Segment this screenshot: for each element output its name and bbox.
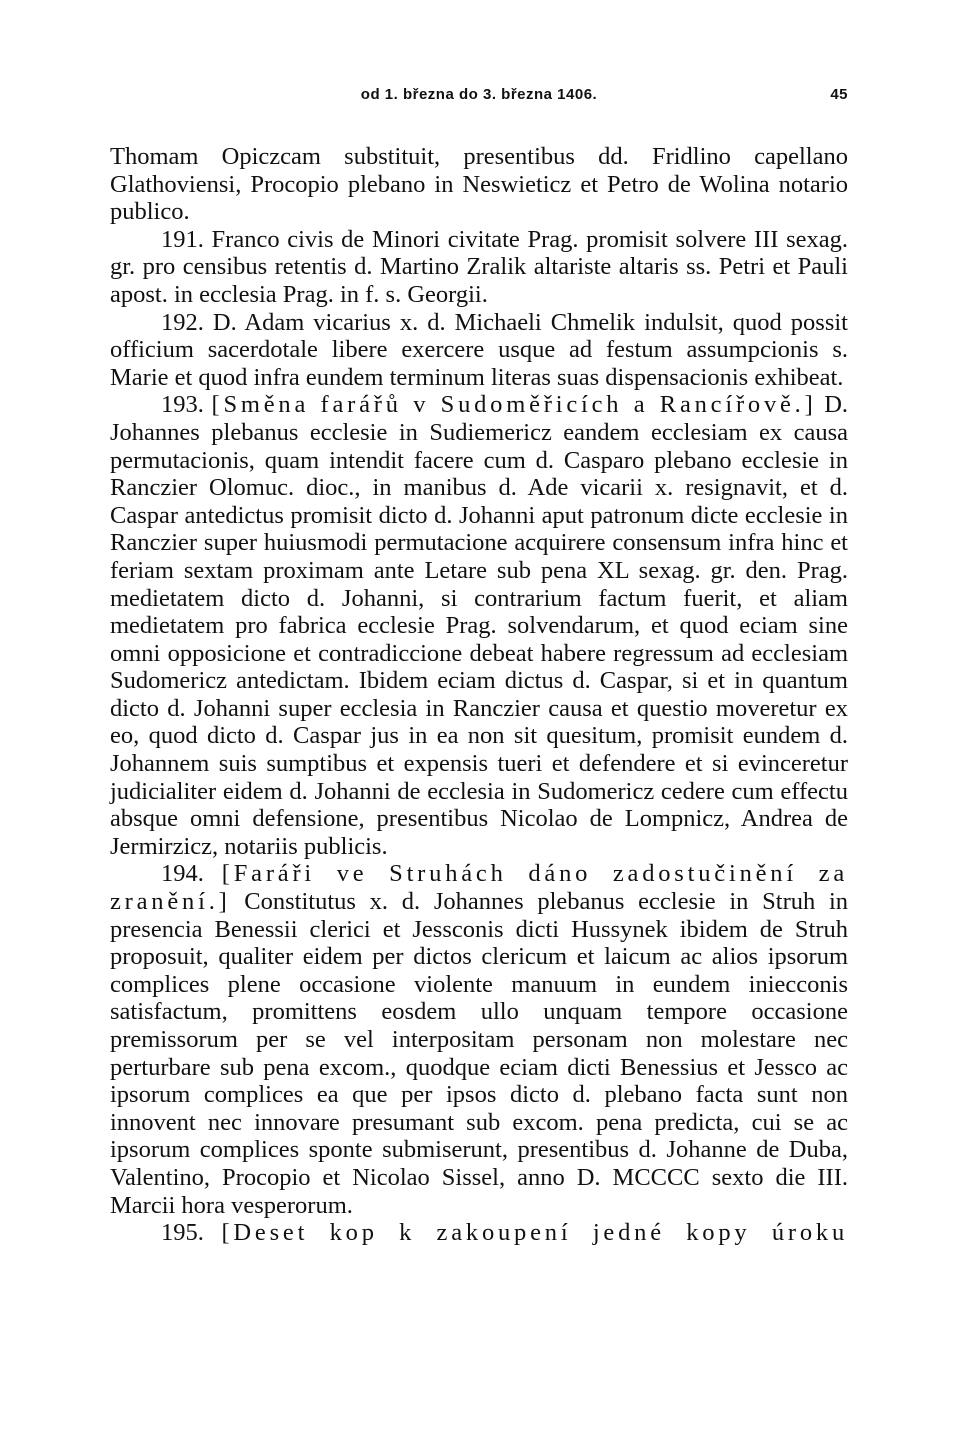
entry-number: 195. (161, 1219, 204, 1247)
entry-heading: [Směna farářů v Sudoměřicích a Rancířově.] (211, 391, 817, 419)
entry-194 (110, 860, 848, 1219)
page-number: 45 (830, 86, 848, 103)
entry-heading: [Faráři ve Struhách dáno zadostučinění za zranění.] (110, 860, 849, 916)
entry-text: 191. Franco civis de Minori civitate Prag. promisit solvere III sexag. gr. pro censibus retentis d. Martino Zralik altariste altaris ss. Petri et Pauli apost. in ecclesia Prag. in f. s. Georgii. (110, 225, 848, 308)
entry-text: 192. D. Adam vicarius x. d. Michaeli Chmelik indulsit, quod possit officium sacerdotale libere exercere usque ad festum assumpcionis s. Marie et quod infra eundem terminum literas suas dispensacionis exhibeat. (110, 308, 848, 391)
entry-191 (110, 226, 848, 309)
entry-heading: [Deset kop k zakoupení jedné kopy úroku (221, 1219, 848, 1247)
entry-193 (110, 391, 848, 860)
paragraph-text: Thomam Opiczcam substituit, presentibus dd. Fridlino capellano Glathoviensi, Procopio plebano in Neswieticz et Petro de Wolina notario publico. (110, 143, 848, 226)
entry-195 (110, 1219, 848, 1247)
entry-number: 193. (161, 391, 204, 419)
entry-number: 194. (161, 860, 204, 888)
paragraph-continuation (110, 143, 848, 226)
running-header (110, 86, 848, 114)
entry-text: D. Johannes plebanus ecclesie in Sudiemericz eandem ecclesiam ex causa permutacionis, quam intendit facere cum d. Casparo plebano ecclesie in Ranczier Olomuc. dioc., in manibus d. Ade vicarii x. resignavit, et d. Caspar antedictus promisit dicto d. Johanni aput patronum dicte ecclesie in Ranczier super huiusmodi permutacione acquirere consensum infra hinc et feriam sextam proximam ante Letare sub pena XL sexag. gr. den. Prag. medietatem dicto d. Johanni, si contrarium factum fuerit, et aliam medietatem pro fabrica ecclesie Prag. solvendarum, et quod eciam sine omni opposicione et contradiccione debeat habere regressum ad ecclesiam Sudomericz antedictam. Ibidem eciam dictus d. Caspar, si et in quantum dicto d. Johanni super ecclesia in Ranczier causa et questio moveretur ex eo, quod dicto d. Caspar jus in ea non sit quesitum, promisit eundem d. Johannem suis sumptibus et expensis tueri et defendere et si evinceretur judicialiter eidem d. Johanni de ecclesia in Sudomericz cedere cum effectu absque omni defensione, presentibus Nicolao de Lompnicz, Andrea de Jermirzicz, notariis publicis. (110, 391, 849, 860)
running-title: od 1. března do 3. března 1406. (360, 86, 598, 103)
entry-192 (110, 309, 848, 392)
body-text (110, 143, 848, 1247)
entry-text: Constitutus x. d. Johannes plebanus ecclesie in Struh in presencia Benessii clerici et Jessconis dicti Hussynek ibidem de Struh proposuit, qualiter eidem per dictos clericum et laicum ac alios ipsorum complices plene occasione violente manuum in eundem iniecconis satisfactum, promittens eosdem ullo unquam tempore occasione premissorum per se vel interpositam personam non molestare nec perturbare sub pena excom., quodque eciam dicti Benessius et Jessco ac ipsorum complices ea que per ipsos dicto d. plebano facta sunt non innovent nec innovare presumant sub excom. pena predicta, cui se ac ipsorum complices sponte submiserunt, presentibus d. Johanne de Duba, Valentino, Procopio et Nicolao Sissel, anno D. MCCCC sexto die III. Marcii hora vesperorum. (110, 888, 848, 1219)
document-page (110, 0, 848, 1440)
